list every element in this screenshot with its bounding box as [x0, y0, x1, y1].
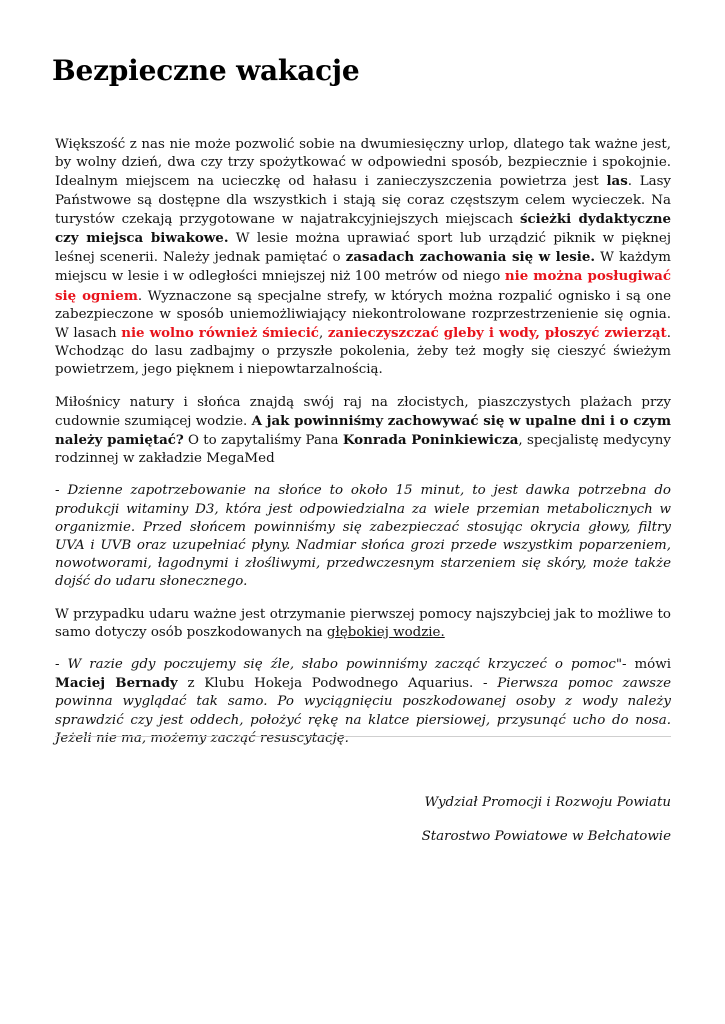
underlined-deep-water: głębokiej wodzie.: [326, 624, 445, 640]
warning-fire: nie można posługiwać się ogniem: [55, 268, 671, 304]
article-body: [55, 136, 671, 762]
bold-trails: ścieżki dydaktyczne czy miejsca biwakowe.: [55, 210, 671, 247]
warning-littering: nie wolno również śmiecić: [121, 325, 319, 342]
paragraph-forest: Większość z nas nie może pozwolić sobie na dwumiesięczny urlop, dlatego tak ważne jest, by wolny dzień, dwa czy trzy spożytkować w odpowiedni sposób, bezpiecznie i spokojnie. Idealnym miejscem na ucieczkę od hałasu i zanieczyszczenia powietrza jest las. Lasy Państwowe są dostępne dla wszystkich i stają się coraz częstszym celem wycieczek. Na turystów czekają przygotowane w najatrakcyjniejszych miejscach ścieżki dydaktyczne czy miejsca biwakowe. W lesie można uprawiać sport lub urządzić piknik w pięknej leśnej scenerii. Należy jednak pamiętać o zasadach zachowania się w lesie. W każdym miejscu w lesie i w odległości mniejszej niż 100 metrów od niego nie można posługiwać się ogniem. Wyznaczone są specjalne strefy, w których można rozpalić ognisko i są one zabezpieczone w sposób uniemożliwiający niekontrolowane rozprzestrzenienie się ognia. W lasach nie wolno również śmiecić, zanieczyszczać gleby i wody, płoszyć zwierząt. Wchodząc do lasu zadbajmy o przyszłe pokolenia, żeby też mogły się cieszyć świeżym powietrzem, jego pięknem i niepowtarzalnością.: [55, 137, 672, 378]
signature-office: Starostwo Powiatowe w Bełchatowie: [421, 829, 671, 844]
paragraph-doctor-quote: - Dzienne zapotrzebowanie na słońce to około 15 minut, to jest dawka potrzebna do produkcji witaminy D3, która jest odpowiedzialna za wiele przemian metabolicznych w organizmie. Przed słońcem powinniśmy się zabezpieczać stosując okrycia głowy, filtry UVA i UVB oraz uzupełniać płyny. Nadmiar słońca grozi przede wszystkim poparzeniem, nowotworami, łagodnymi i złośliwymi, przedwczesnym starzeniem się skóry, może także dojść do udaru słonecznego.: [55, 483, 671, 590]
signature-department: Wydział Promocji i Rozwoju Powiatu: [424, 795, 671, 810]
bold-diver-name: Maciej Bernady: [55, 675, 178, 692]
warning-pollution: zanieczyszczać gleby i wody, płoszyć zwierząt: [327, 325, 667, 342]
paragraph-beach: Miłośnicy natury i słońca znajdą swój raj na złocistych, piaszczystych plażach przy cudownie szumiącej wodzie. A jak powinniśmy zachowywać się w upalne dni i o czym należy pamiętać? O to zapytaliśmy Pana Konrada Poninkiewicza, specjalistę medycyny rodzinnej w zakładzie MegaMed: [55, 394, 672, 467]
bold-rules: zasadach zachowania się w lesie.: [345, 249, 596, 266]
bold-question: A jak powinniśmy zachowywać się w upalne dni i o czym należy pamiętać?: [55, 412, 672, 449]
bold-doctor-name: Konrada Poninkiewicza: [342, 432, 519, 449]
paragraph-first-aid: W przypadku udaru ważne jest otrzymanie pierwszej pomocy najszybciej jak to możliwe to samo dotyczy osób poszkodowanych na głębokiej wodzie.: [55, 606, 671, 640]
bold-forest: las: [606, 173, 628, 190]
page-title: Bezpieczne wakacje: [52, 54, 360, 87]
paragraph-diver-quote: - W razie gdy poczujemy się źle, słabo powinniśmy zacząć krzyczeć o pomoc"- mówi Maciej Bernady z Klubu Hokeja Podwodnego Aquarius. - Pierwsza pomoc zawsze powinna wyglądać tak samo. Po wyciągnięciu poszkodowanej osoby z wody należy sprawdzić czy jest oddech, położyć rękę na klatce piersiowej, przysunąć ucho do nosa. Jeżeli nie ma, możemy zacząć resuscytację.: [55, 657, 672, 746]
divider: [55, 736, 671, 737]
